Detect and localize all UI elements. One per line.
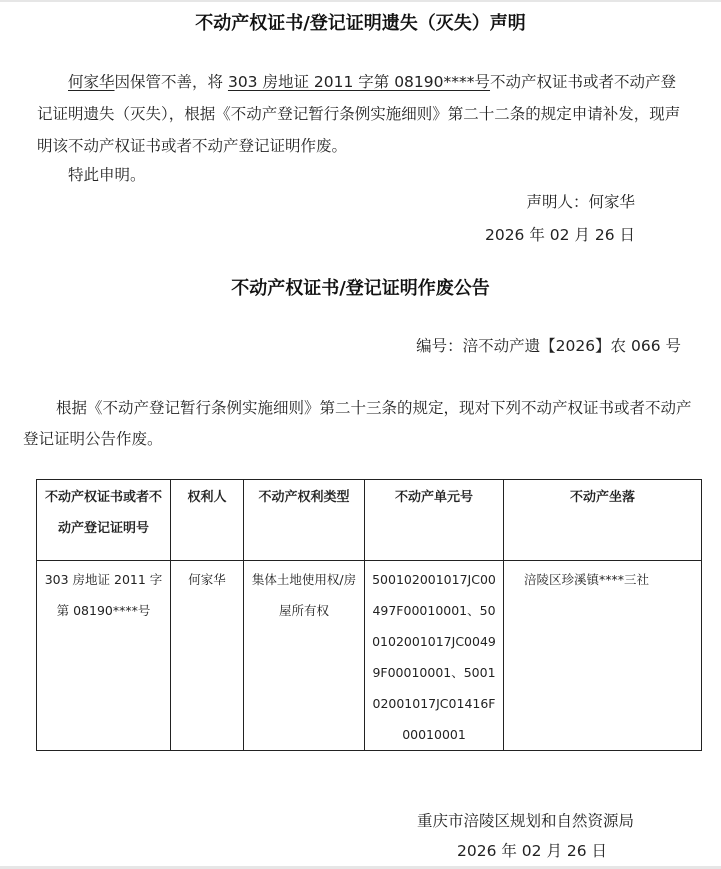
declaration-body <box>37 66 687 162</box>
declaration-text-a: 因保管不善，将 <box>114 73 228 91</box>
cell-cert-no: 303 房地证 2011 字第 08190****号 <box>37 561 171 751</box>
declaration-text-b: 不动产权证书或者不动产登记证明遗失（灭失），根据《不动产登记暂行条例实施细则》第二十二条的规定申请补发，现声明该不动产权证书或者不动产登记证明作废。 <box>37 73 681 155</box>
notice-title: 不动产权证书/登记证明作废公告 <box>231 278 490 299</box>
header-location: 不动产坐落 <box>504 480 702 561</box>
notice-body <box>23 393 693 455</box>
notice-code: 编号：涪不动产遗【2026】农 066 号 <box>416 337 681 355</box>
declaration-title: 不动产权证书/登记证明遗失（灭失）声明 <box>195 13 526 34</box>
header-cert-no: 不动产权证书或者不动产登记证明号 <box>37 480 171 561</box>
header-owner: 权利人 <box>171 480 244 561</box>
declaration-signer: 声明人：何家华 <box>526 193 635 211</box>
header-right-type: 不动产权利类型 <box>244 480 365 561</box>
cell-right-type: 集体土地使用权/房屋所有权 <box>244 561 365 751</box>
cell-owner: 何家华 <box>171 561 244 751</box>
void-certificate-table <box>36 479 702 751</box>
notice-date: 2026 年 02 月 26 日 <box>457 842 608 860</box>
certificate-number: 303 房地证 2011 字第 08190****号 <box>227 73 491 91</box>
table-row <box>37 561 702 751</box>
cell-location: 涪陵区珍溪镇****三社 <box>504 561 702 751</box>
table-header-row <box>37 480 702 561</box>
header-unit-no: 不动产单元号 <box>365 480 504 561</box>
notice-body-text: 根据《不动产登记暂行条例实施细则》第二十三条的规定，现对下列不动产权证书或者不动产登记证明公告作废。 <box>23 399 692 448</box>
owner-name: 何家华 <box>68 73 115 91</box>
declaration-date: 2026 年 02 月 26 日 <box>484 226 635 244</box>
declaration-closing: 特此申明。 <box>68 166 146 184</box>
top-divider <box>0 0 721 2</box>
cell-unit-no: 500102001017JC00497F00010001、500102001017JC00499F00010001、500102001017JC01416F00010001 <box>365 561 504 751</box>
issuer-name: 重庆市涪陵区规划和自然资源局 <box>417 812 635 830</box>
